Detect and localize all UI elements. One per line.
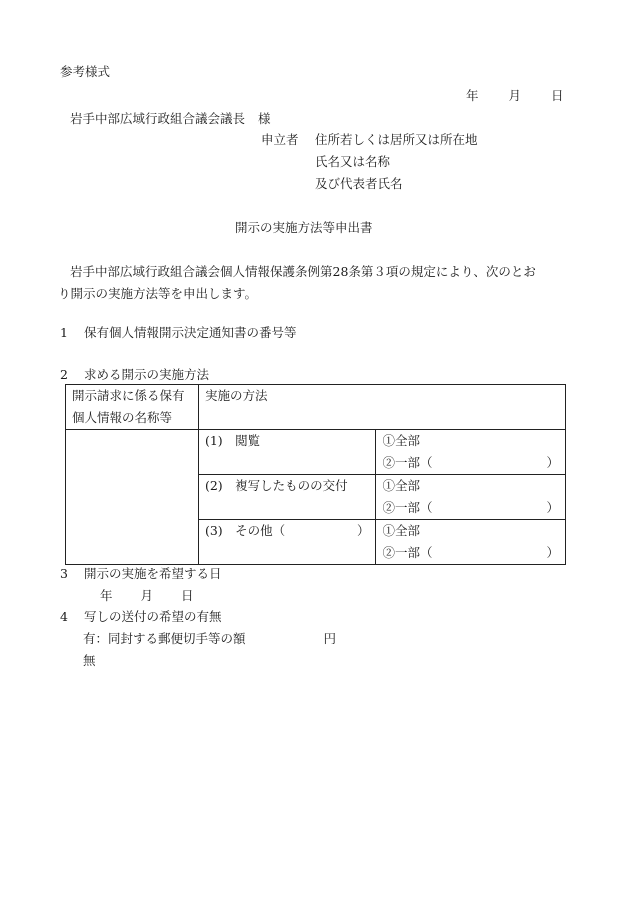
method-table: [65, 384, 566, 565]
section-4-yes[interactable]: 有：同封する郵便切手等の額: [83, 631, 246, 646]
method-3-label: [198, 520, 375, 565]
method-2-options: [376, 475, 566, 520]
method-3-part-label: ②一部（: [382, 545, 433, 560]
section-1-num: 1: [60, 325, 68, 340]
intro-line-2: り開示の実施方法等を申出します。: [58, 286, 258, 301]
section-3-year: 年: [100, 588, 113, 603]
section-1: [60, 325, 296, 341]
method-3-part-close: ）: [546, 545, 559, 560]
method-2-all[interactable]: ①全部: [382, 478, 420, 493]
applicant-name-label: 氏名又は名称: [315, 154, 391, 169]
section-3-date: [100, 588, 194, 604]
method-1-label: (1) 閲覧: [198, 430, 375, 475]
section-3-num: 3: [60, 566, 68, 581]
method-1-options: [376, 430, 566, 475]
date-line: [466, 88, 564, 104]
col-info-name-header-line-2: 個人情報の名称等: [72, 410, 173, 425]
section-4-label: 写しの送付の希望の有無: [83, 609, 222, 624]
method-1-part[interactable]: [382, 452, 559, 474]
method-3-label-row: [205, 520, 369, 542]
info-name-cell[interactable]: [66, 430, 199, 565]
method-2-part-label: ②一部（: [382, 500, 433, 515]
col-info-name-header: [66, 385, 199, 430]
method-3-label-close: ）: [356, 523, 370, 538]
section-4-yen: 円: [323, 631, 337, 646]
intro-line-1: 岩手中部広域行政組合議会個人情報保護条例第28条第３項の規定により、次のとお: [70, 264, 536, 279]
method-1-all[interactable]: ①全部: [382, 433, 420, 448]
method-2-label: (2) 複写したものの交付: [198, 475, 375, 520]
section-1-label: 保有個人情報開示決定通知書の番号等: [83, 325, 297, 340]
applicant-label: 申立者: [261, 132, 299, 147]
date-month: 月: [508, 88, 522, 103]
method-1-part-close: ）: [546, 455, 559, 470]
date-year: 年: [466, 88, 479, 103]
applicant-address-label: 住所若しくは居所又は所在地: [315, 132, 478, 147]
section-3-day: 日: [181, 588, 194, 603]
method-3-part[interactable]: [382, 542, 559, 564]
section-2-label: 求める開示の実施方法: [83, 367, 209, 382]
applicant-rep-label: 及び代表者氏名: [315, 176, 403, 191]
section-3-month: 月: [140, 588, 154, 603]
method-2-part[interactable]: [382, 497, 559, 519]
section-4-yes-line: [83, 631, 336, 647]
section-4-num: 4: [60, 609, 68, 624]
method-2-part-close: ）: [546, 500, 559, 515]
method-1-part-label: ②一部（: [382, 455, 433, 470]
honorific: 様: [258, 111, 271, 126]
date-day: 日: [551, 88, 564, 103]
method-3-options: [376, 520, 566, 565]
document-title: 開示の実施方法等申出書: [235, 220, 373, 235]
method-3-all[interactable]: ①全部: [382, 523, 420, 538]
section-3-label: 開示の実施を希望する日: [83, 566, 222, 581]
col-info-name-header-line-1: 開示請求に係る保有: [72, 388, 185, 403]
addressee: 岩手中部広域行政組合議会議長: [70, 111, 246, 126]
section-4: [60, 609, 221, 625]
section-3: [60, 566, 221, 582]
addressee-line: [70, 111, 271, 127]
method-3-label-text: (3) その他（: [204, 523, 286, 538]
section-2: [60, 367, 209, 383]
section-4-no[interactable]: 無: [83, 653, 96, 668]
col-method-header: 実施の方法: [198, 385, 565, 430]
form-label: 参考様式: [60, 64, 111, 79]
table-header-row: [66, 385, 566, 430]
table-row: [66, 430, 566, 475]
section-2-num: 2: [60, 367, 68, 382]
